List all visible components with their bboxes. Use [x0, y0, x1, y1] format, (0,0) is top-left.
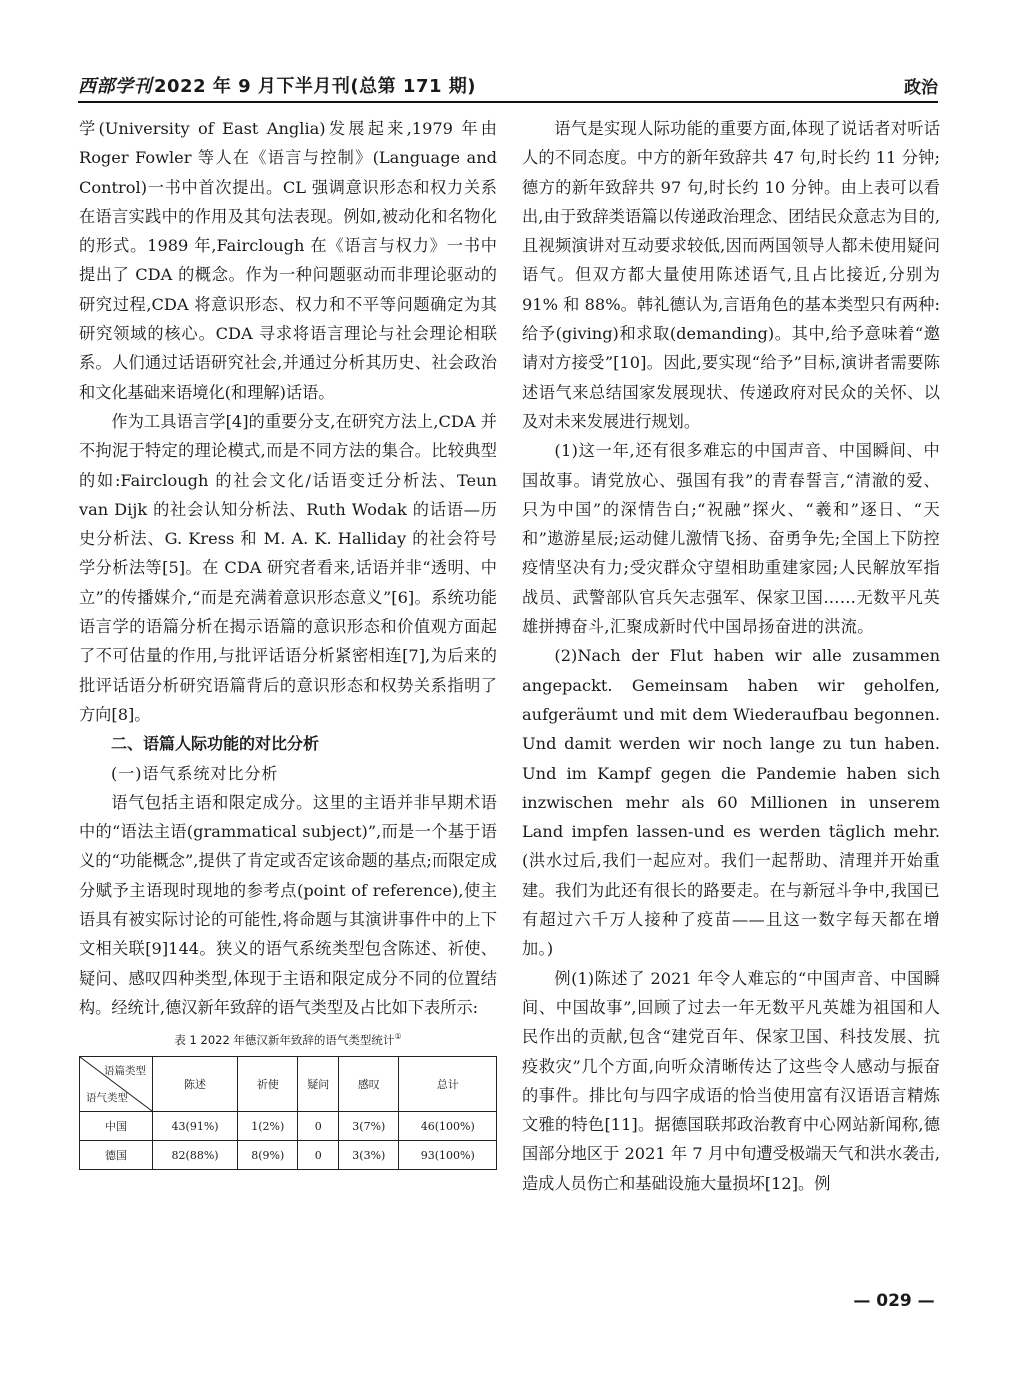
right-paragraph-2: 例(1)陈述了 2021 年令人难忘的“中国声音、中国瞬间、中国故事”,回顾了过去一年无数平凡英雄为祖国和人民作出的贡献,包含“建党百年、保家卫国、科技发展、抗疫救灾”几个方面,向听众清晰传达了这些令人感动与振奋的事件。排比句与四字成语的恰当使用富有汉语语言精炼文雅的特色[11]。据德国联邦政治教育中心网站新闻称,德国部分地区于 2021 年 7 月中旬遭受极端天气和洪水袭击,造成人员伤亡和基础设施大量损坏[12]。例 [522, 968, 940, 1193]
row-label: 德国 [80, 1141, 153, 1170]
example-1: (1)这一年,还有很多难忘的中国声音、中国瞬间、中国故事。请党放心、强国有我”的青春誓言,“清澈的爱、只为中国”的深情告白;“祝融”探火、“羲和”逐日、“天和”遨游星辰;运动健儿激情飞扬、奋勇争先;全国上下防控疫情坚决有力;受灾群众守望相助重建家园;人民解放军指战员、武警部队官兵矢志强军、保家卫国……无数平凡英雄拼搏奋斗,汇聚成新时代中国昂扬奋进的洪流。 [522, 441, 940, 637]
right-column [522, 114, 940, 1198]
column-header: 疑问 [298, 1057, 339, 1112]
running-header [78, 72, 938, 98]
table-caption-note: ① [394, 1032, 402, 1042]
table-cell: 3(3%) [339, 1141, 399, 1170]
table-cell: 46(100%) [399, 1112, 497, 1141]
left-column [79, 114, 497, 1170]
table-cell: 82(88%) [153, 1141, 238, 1170]
table-cell: 0 [298, 1112, 339, 1141]
section-name: 政治 [904, 78, 938, 98]
section-heading: 二、语篇人际功能的对比分析 [111, 734, 320, 754]
mood-type-table [79, 1056, 497, 1170]
table-corner-cell [80, 1057, 153, 1112]
column-header: 陈述 [153, 1057, 238, 1112]
column-header: 感叹 [339, 1057, 399, 1112]
header-rule [78, 101, 938, 103]
table-caption [79, 1032, 497, 1048]
table-cell: 3(7%) [339, 1112, 399, 1141]
corner-bottom-label: 语气类型 [86, 1092, 128, 1105]
sub-heading: (一)语气系统对比分析 [111, 763, 279, 783]
table-row [80, 1141, 497, 1170]
page-number: — 029 — [853, 1291, 935, 1311]
column-header: 祈使 [238, 1057, 298, 1112]
row-label: 中国 [80, 1112, 153, 1141]
table-cell: 93(100%) [399, 1141, 497, 1170]
right-paragraph-1: 语气是实现人际功能的重要方面,体现了说话者对听话人的不同态度。中方的新年致辞共 47 句,时长约 11 分钟;德方的新年致辞共 97 句,时长约 10 分钟。由上表可以看出,由于致辞类语篇以传递政治理念、团结民众意志为目的,且视频演讲对互动要求较低,因而两国领导人都未使用疑问语气。但双方都大量使用陈述语气,且占比接近,分别为 91% 和 88%。韩礼德认为,言语角色的基本类型只有两种:给予(giving)和求取(demanding)。其中,给予意味着“邀请对方接受”[10]。因此,要实现“给予”目标,演讲者需要陈述语气来总结国家发展现状、传递政府对民众的关怀、以及对未来发展进行规划。 [522, 119, 940, 431]
journal-name: 西部学刊 [78, 76, 152, 97]
table-row [80, 1112, 497, 1141]
table-cell: 43(91%) [153, 1112, 238, 1141]
table-caption-text: 表 1 2022 年德汉新年致辞的语气类型统计 [174, 1033, 395, 1048]
left-paragraph-1: 学(University of East Anglia)发展起来,1979 年由 Roger Fowler 等人在《语言与控制》(Language and Control)一书中首次提出。CL 强调意识形态和权力关系在语言实践中的作用及其句法表现。例如,被动化和名物化的形式。1989 年,Fairclough 在《语言与权力》一书中提出了 CDA 的概念。作为一种问题驱动而非理论驱动的研究过程,CDA 将意识形态、权力和不平等问题确定为其研究领域的核心。CDA 寻求将语言理论与社会理论相联系。人们通过话语研究社会,并通过分析其历史、社会政治和文化基础来语境化(和理解)话语。 [79, 119, 497, 402]
example-2-german [522, 641, 940, 963]
table-cell: 8(9%) [238, 1141, 298, 1170]
left-paragraph-3: 语气包括主语和限定成分。这里的主语并非早期术语中的“语法主语(grammatical subject)”,而是一个基于语义的“功能概念”,提供了肯定或否定该命题的基点;而限定成分赋予主语现时现地的参考点(point of reference),使主语具有被实际讨论的可能性,将命题与其演讲事件中的上下文相关联[9]144。狭义的语气系统类型包含陈述、祈使、疑问、感叹四种类型,体现于主语和限定成分不同的位置结构。经统计,德汉新年致辞的语气类型及占比如下表所示: [79, 792, 497, 1017]
journal-issue [78, 72, 476, 98]
column-header: 总计 [399, 1057, 497, 1112]
issue-info: 2022 年 9 月下半月刊(总第 171 期) [154, 76, 476, 97]
example-2-german-text: (2)Nach der Flut haben wir alle zusammen angepackt. Gemeinsam haben wir geholfen, aufgeräumt und mit dem Wiederaufbau begonnen. Und damit werden wir noch lange zu tun haben. Und im Kampf gegen die Pandemie haben sich inzwischen mehr als 60 Millionen in unserem Land impfen lassen-und es werden täglich mehr. [522, 646, 940, 842]
table-header-row [80, 1057, 497, 1112]
table-cell: 1(2%) [238, 1112, 298, 1141]
corner-top-label: 语篇类型 [104, 1065, 146, 1078]
example-2-translation: (洪水过后,我们一起应对。我们一起帮助、清理并开始重建。我们为此还有很长的路要走。在与新冠斗争中,我国已有超过六千万人接种了疫苗——且这一数字每天都在增加。) [522, 851, 940, 959]
table-cell: 0 [298, 1141, 339, 1170]
left-paragraph-2: 作为工具语言学[4]的重要分支,在研究方法上,CDA 并不拘泥于特定的理论模式,而是不同方法的集合。比较典型的如:Fairclough 的社会文化/话语变迁分析法、Teun van Dijk 的社会认知分析法、Ruth Wodak 的话语—历史分析法、G. Kress 和 M. A. K. Halliday 的社会符号学分析法等[5]。在 CDA 研究者看来,话语并非“透明、中立”的传播媒介,“而是充满着意识形态意义”[6]。系统功能语言学的语篇分析在揭示语篇的意识形态和价值观方面起了不可估量的作用,与批评话语分析紧密相连[7],为后来的批评话语分析研究语篇背后的意识形态和权势关系指明了方向[8]。 [79, 411, 497, 724]
